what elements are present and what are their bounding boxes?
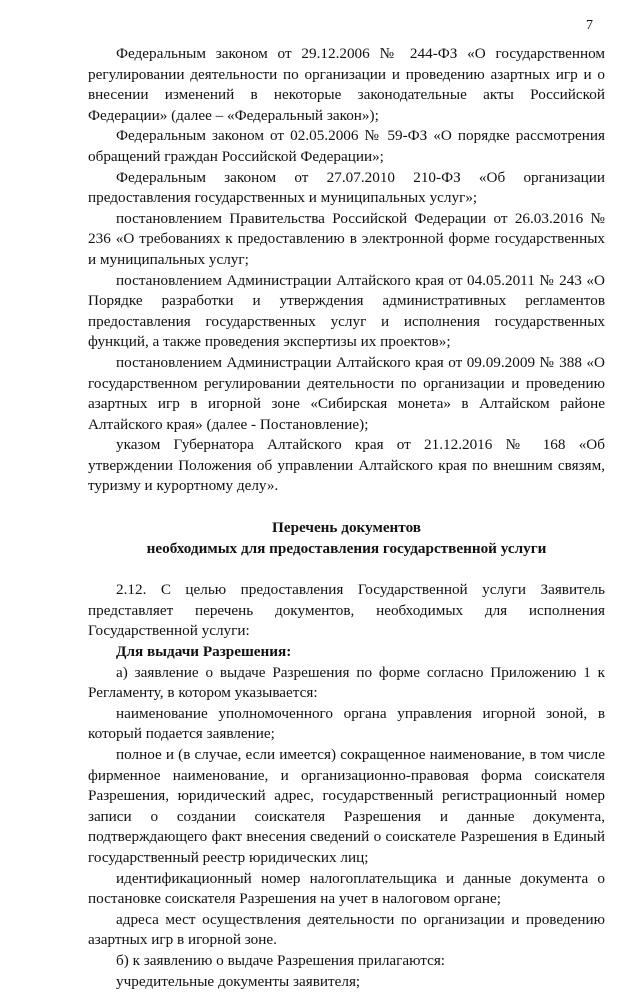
page-number: 7	[586, 18, 593, 33]
paragraph-decree-168: указом Губернатора Алтайского края от 21.12.2016 № 168 «Об утверждении Положения об управлении Алтайского края по внешним связям, туризму и курортному делу».	[88, 436, 605, 495]
paragraph-resolution-243: постановлением Администрации Алтайского края от 04.05.2011 № 243 «О Порядке разработки и утверждения административных регламентов предоставления государственных услуг и исполнения государственных функций, а также проведения экспертизы их проектов»;	[88, 271, 605, 351]
section-heading-line-1: Перечень документов	[272, 519, 421, 537]
paragraph-item-b: б) к заявлению о выдаче Разрешения прилагаются:	[116, 951, 446, 969]
paragraph-item-a: а) заявление о выдаче Разрешения по форме согласно Приложению 1 к Регламенту, в котором указывается:	[88, 663, 605, 702]
section-heading-line-2: необходимых для предоставления государственной услуги	[146, 539, 547, 557]
subheading-permit-issuance: Для выдачи Разрешения:	[116, 643, 292, 661]
paragraph-law-210: Федеральным законом от 27.07.2010 210-ФЗ «Об организации предоставления государственных и муниципальных услуг»;	[88, 168, 605, 207]
paragraph-law-59: Федеральным законом от 02.05.2006 № 59-ФЗ «О порядке рассмотрения обращений граждан Российской Федерации»;	[88, 127, 605, 165]
document-body	[88, 44, 605, 992]
paragraph-applicant-details: полное и (в случае, если имеется) сокращенное наименование, в том числе фирменное наименование, и организационно-правовая форма соискателя Разрешения, юридический адрес, государственный регистрационный номер записи о создании соискателя Разрешения и данные документа, подтверждающего факт внесения сведений о соискателе Разрешения в Единый государственный реестр юридических лиц;	[88, 746, 605, 866]
paragraph-founding-documents: учредительные документы заявителя;	[116, 972, 361, 990]
paragraph-2-12: 2.12. С целью предоставления Государственной услуги Заявитель представляет перечень документов, необходимых для исполнения Государственной услуги:	[88, 581, 605, 640]
paragraph-authority-name: наименование уполномоченного органа управления игорной зоной, в который подается заявление;	[88, 704, 605, 743]
paragraph-resolution-236: постановлением Правительства Российской Федерации от 26.03.2016 № 236 «О требованиях к предоставлению в электронной форме государственных и муниципальных услуг;	[88, 209, 605, 268]
paragraph-law-244: Федеральным законом от 29.12.2006 № 244-ФЗ «О государственном регулировании деятельности по организации и проведению азартных игр и о внесении изменений в некоторые законодательные акты Российской Федерации» (далее – «Федеральный закон»);	[88, 45, 605, 124]
paragraph-activity-addresses: адреса мест осуществления деятельности по организации и проведению азартных игр в игорной зоне.	[88, 910, 605, 949]
paragraph-tax-id: идентификационный номер налогоплательщика и данные документа о постановке соискателя Разрешения на учет в налоговом органе;	[88, 869, 605, 908]
section-heading	[88, 518, 605, 559]
paragraph-resolution-388: постановлением Администрации Алтайского края от 09.09.2009 № 388 «О государственном регулировании деятельности по организации и проведению азартных игр в игорной зоне «Сибирская монета» в Алтайском районе Алтайского края» (далее - Постановление);	[88, 353, 605, 433]
